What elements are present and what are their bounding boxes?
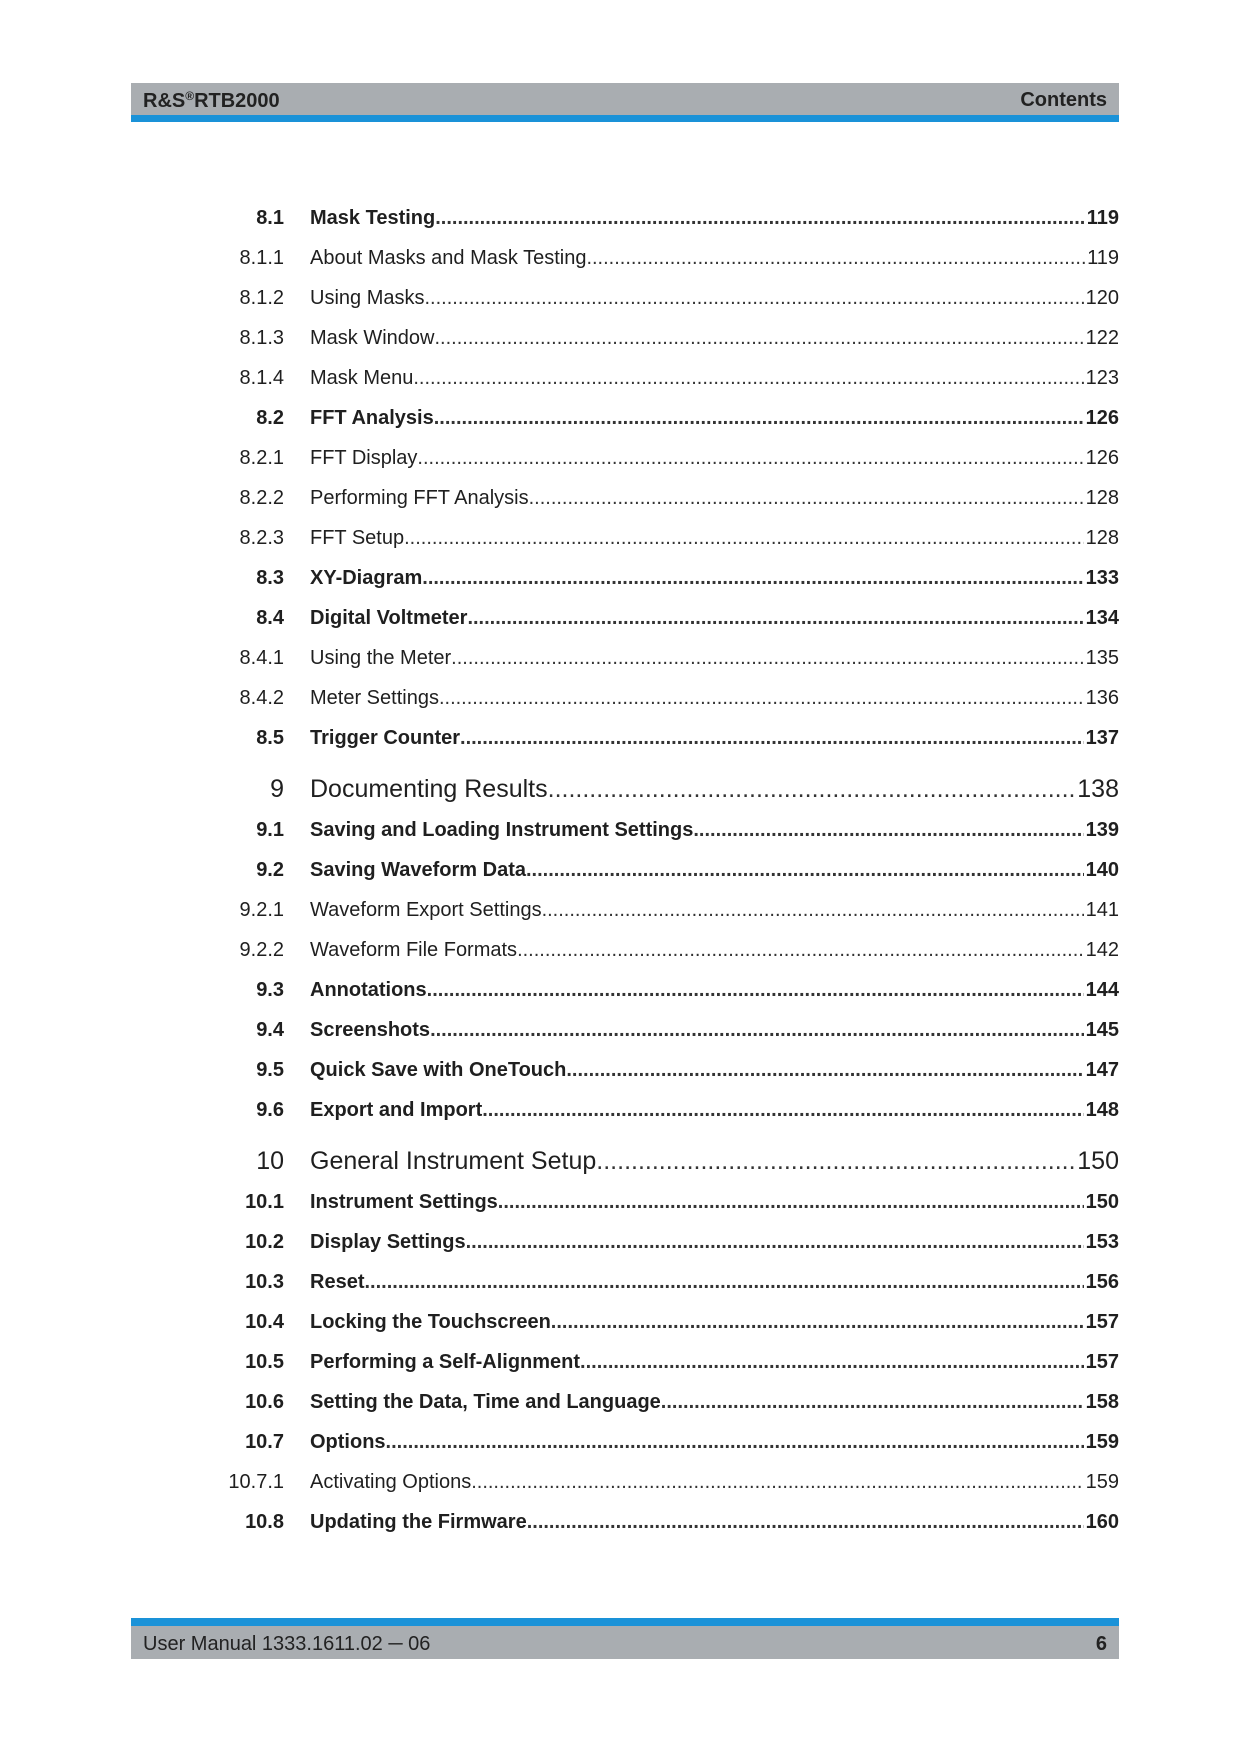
toc-entry-line xyxy=(310,687,1119,710)
toc-entry-page: 134 xyxy=(1085,607,1119,629)
toc-entry[interactable] xyxy=(0,207,1240,237)
toc-entry-title: Meter Settings xyxy=(310,687,439,709)
page-footer xyxy=(131,1618,1119,1659)
toc-entry-page: 126 xyxy=(1085,447,1119,469)
toc-entry-page: 137 xyxy=(1085,727,1119,749)
toc-entry-line xyxy=(310,1431,1119,1454)
dot-leader xyxy=(527,1511,1084,1534)
toc-entry-number: 8.1.4 xyxy=(239,367,284,389)
toc-entry-line xyxy=(310,1271,1119,1294)
dot-leader xyxy=(482,1099,1083,1122)
toc-entry-title: Reset xyxy=(310,1271,365,1293)
toc-entry-line xyxy=(310,1311,1119,1334)
toc-entry-page: 153 xyxy=(1085,1231,1119,1253)
toc-entry-page: 144 xyxy=(1085,979,1119,1001)
toc-entry-number: 8.4.1 xyxy=(239,647,284,669)
toc-entry[interactable] xyxy=(0,647,1240,677)
dot-leader xyxy=(434,407,1084,430)
toc-entry[interactable] xyxy=(0,1019,1240,1049)
dot-leader xyxy=(460,727,1084,750)
toc-entry[interactable] xyxy=(0,367,1240,397)
toc-entry-line xyxy=(310,939,1119,962)
toc-entry-number: 9.1 xyxy=(256,819,284,841)
toc-entry[interactable] xyxy=(0,487,1240,517)
toc-entry-line xyxy=(310,819,1119,842)
toc-entry-title: Activating Options xyxy=(310,1471,472,1493)
toc-entry[interactable] xyxy=(0,899,1240,929)
toc-entry-number: 10.5 xyxy=(245,1351,284,1373)
toc-entry-page: 139 xyxy=(1085,819,1119,841)
toc-entry[interactable] xyxy=(0,727,1240,757)
toc-entry-title: Display Settings xyxy=(310,1231,466,1253)
toc-entry[interactable] xyxy=(0,1099,1240,1129)
toc-entry-line xyxy=(310,1391,1119,1414)
dot-leader xyxy=(586,247,1085,270)
dot-leader xyxy=(434,327,1083,350)
toc-entry-title: Setting the Data, Time and Language xyxy=(310,1391,661,1413)
toc-entry-page: 150 xyxy=(1077,1147,1119,1175)
toc-entry-page: 138 xyxy=(1077,775,1119,803)
toc-entry[interactable] xyxy=(0,247,1240,277)
toc-entry-line xyxy=(310,979,1119,1002)
toc-entry-title: Digital Voltmeter xyxy=(310,607,468,629)
toc-entry-line xyxy=(310,775,1119,804)
toc-entry-page: 158 xyxy=(1085,1391,1119,1413)
toc-entry-page: 148 xyxy=(1085,1099,1119,1121)
section-title: Contents xyxy=(1020,89,1107,111)
toc-entry-number: 8.3 xyxy=(256,567,284,589)
toc-entry-number: 8.1 xyxy=(256,207,284,229)
toc-entry-number: 9 xyxy=(270,775,284,803)
toc-entry-title: Using Masks xyxy=(310,287,425,309)
dot-leader xyxy=(451,647,1083,670)
dot-leader xyxy=(422,567,1083,590)
toc-entry-line xyxy=(310,607,1119,630)
toc-entry-number: 10.1 xyxy=(245,1191,284,1213)
toc-entry-title: Updating the Firmware xyxy=(310,1511,527,1533)
toc-entry-title: FFT Display xyxy=(310,447,418,469)
toc-entry-page: 156 xyxy=(1085,1271,1119,1293)
dot-leader xyxy=(542,899,1084,922)
toc-entry-title: General Instrument Setup xyxy=(310,1147,597,1175)
toc-entry[interactable] xyxy=(0,1511,1240,1541)
toc-entry-page: 119 xyxy=(1086,207,1119,229)
dot-leader xyxy=(467,607,1083,630)
document-id: User Manual 1333.1611.02 ─ 06 xyxy=(143,1633,431,1655)
toc-entry-page: 140 xyxy=(1085,859,1119,881)
toc-entry-page: 135 xyxy=(1085,647,1119,669)
toc-entry[interactable] xyxy=(0,1191,1240,1221)
toc-entry[interactable] xyxy=(0,939,1240,969)
toc-entry-page: 123 xyxy=(1085,367,1119,389)
toc-entry-title: Documenting Results xyxy=(310,775,548,803)
toc-entry[interactable] xyxy=(0,1059,1240,1089)
toc-entry-page: 157 xyxy=(1085,1311,1119,1333)
toc-entry-number: 9.4 xyxy=(256,1019,284,1041)
dot-leader xyxy=(566,1059,1083,1082)
toc-entry-number: 8.2.1 xyxy=(239,447,284,469)
toc-entry-number: 10.6 xyxy=(245,1391,284,1413)
toc-entry-number: 9.5 xyxy=(256,1059,284,1081)
toc-entry-line xyxy=(310,327,1119,350)
toc-entry-page: 160 xyxy=(1085,1511,1119,1533)
toc-entry-title: Instrument Settings xyxy=(310,1191,498,1213)
toc-entry[interactable] xyxy=(0,775,1240,805)
page-number: 6 xyxy=(1095,1633,1107,1655)
toc-entry-line xyxy=(310,1019,1119,1042)
toc-entry[interactable] xyxy=(0,447,1240,477)
dot-leader xyxy=(548,775,1076,804)
toc-entry-page: 128 xyxy=(1085,487,1119,509)
toc-entry-page: 133 xyxy=(1085,567,1119,589)
toc-entry[interactable] xyxy=(0,1391,1240,1421)
toc-entry-line xyxy=(310,1191,1119,1214)
toc-entry-page: 142 xyxy=(1085,939,1119,961)
toc-entry-line xyxy=(310,1231,1119,1254)
toc-entry-page: 159 xyxy=(1085,1471,1119,1493)
toc-entry-title: Trigger Counter xyxy=(310,727,461,749)
toc-entry-number: 8.2 xyxy=(256,407,284,429)
toc-entry-title: About Masks and Mask Testing xyxy=(310,247,587,269)
toc-entry-number: 8.1.1 xyxy=(239,247,284,269)
toc-entry-number: 8.2.3 xyxy=(239,527,284,549)
toc-entry-page: 120 xyxy=(1085,287,1119,309)
dot-leader xyxy=(413,367,1083,390)
dot-leader xyxy=(693,819,1083,842)
dot-leader xyxy=(439,687,1084,710)
toc-entry-title: Annotations xyxy=(310,979,427,1001)
toc-entry-title: Performing a Self-Alignment xyxy=(310,1351,581,1373)
toc-entry-line xyxy=(310,447,1119,470)
toc-entry-number: 10.2 xyxy=(245,1231,284,1253)
toc-entry-title: Using the Meter xyxy=(310,647,452,669)
toc-entry-line xyxy=(310,287,1119,310)
toc-entry-number: 8.2.2 xyxy=(239,487,284,509)
toc-entry[interactable] xyxy=(0,1311,1240,1341)
toc-entry[interactable] xyxy=(0,1271,1240,1301)
toc-entry-number: 10.7.1 xyxy=(228,1471,284,1493)
toc-entry-title: Quick Save with OneTouch xyxy=(310,1059,567,1081)
dot-leader xyxy=(435,207,1085,230)
toc-entry-title: Mask Menu xyxy=(310,367,414,389)
toc-entry-line xyxy=(310,367,1119,390)
dot-leader xyxy=(529,487,1084,510)
toc-entry[interactable] xyxy=(0,567,1240,597)
toc-entry-page: 150 xyxy=(1085,1191,1119,1213)
toc-entry-line xyxy=(310,859,1119,882)
dot-leader xyxy=(596,1147,1075,1176)
toc-entry[interactable] xyxy=(0,1471,1240,1501)
toc-entry-title: Export and Import xyxy=(310,1099,483,1121)
dot-leader xyxy=(498,1191,1084,1214)
toc-entry-number: 9.2.1 xyxy=(239,899,284,921)
toc-entry-title: Screenshots xyxy=(310,1019,431,1041)
toc-entry-number: 9.3 xyxy=(256,979,284,1001)
toc-entry[interactable] xyxy=(0,1431,1240,1461)
toc-entry[interactable] xyxy=(0,819,1240,849)
toc-entry[interactable] xyxy=(0,1351,1240,1381)
toc-entry-page: 136 xyxy=(1085,687,1119,709)
toc-entry-number: 10.3 xyxy=(245,1271,284,1293)
toc-entry-title: Saving and Loading Instrument Settings xyxy=(310,819,694,841)
toc-entry[interactable] xyxy=(0,979,1240,1009)
toc-entry-title: Performing FFT Analysis xyxy=(310,487,529,509)
toc-entry-number: 9.6 xyxy=(256,1099,284,1121)
dot-leader xyxy=(417,447,1083,470)
toc-entry-page: 157 xyxy=(1085,1351,1119,1373)
toc-entry-line xyxy=(310,1471,1119,1494)
dot-leader xyxy=(517,939,1084,962)
toc-entry-line xyxy=(310,487,1119,510)
dot-leader xyxy=(430,1019,1084,1042)
product-name: R&S®RTB2000 xyxy=(143,89,280,112)
toc-entry-title: Mask Testing xyxy=(310,207,436,229)
toc-entry-line xyxy=(310,207,1119,230)
toc-entry[interactable] xyxy=(0,687,1240,717)
toc-entry-line xyxy=(310,1147,1119,1176)
dot-leader xyxy=(386,1431,1084,1454)
toc-entry[interactable] xyxy=(0,1147,1240,1177)
toc-entry-line xyxy=(310,407,1119,430)
dot-leader xyxy=(661,1391,1084,1414)
toc-entry-title: Waveform File Formats xyxy=(310,939,518,961)
dot-leader xyxy=(427,979,1084,1002)
dot-leader xyxy=(471,1471,1083,1494)
toc-entry-number: 8.4.2 xyxy=(239,687,284,709)
toc-entry[interactable] xyxy=(0,859,1240,889)
toc-entry-line xyxy=(310,1511,1119,1534)
toc-entry-title: Options xyxy=(310,1431,386,1453)
toc-entry-page: 119 xyxy=(1087,247,1119,269)
toc-entry[interactable] xyxy=(0,327,1240,357)
toc-entry-number: 8.1.3 xyxy=(239,327,284,349)
toc-entry-title: XY-Diagram xyxy=(310,567,423,589)
toc-entry-page: 141 xyxy=(1085,899,1119,921)
toc-entry-line xyxy=(310,647,1119,670)
toc-entry[interactable] xyxy=(0,607,1240,637)
toc-entry[interactable] xyxy=(0,527,1240,557)
dot-leader xyxy=(466,1231,1084,1254)
toc-entry-page: 126 xyxy=(1085,407,1119,429)
toc-entry-line xyxy=(310,727,1119,750)
toc-entry-number: 8.1.2 xyxy=(239,287,284,309)
toc-entry-number: 10.7 xyxy=(245,1431,284,1453)
toc-entry-number: 10.8 xyxy=(245,1511,284,1533)
toc-entry-title: Locking the Touchscreen xyxy=(310,1311,551,1333)
toc-entry-title: Waveform Export Settings xyxy=(310,899,542,921)
toc-entry-number: 9.2 xyxy=(256,859,284,881)
toc-entry-title: FFT Analysis xyxy=(310,407,434,429)
toc-entry-number: 10 xyxy=(256,1147,284,1175)
toc-entry-line xyxy=(310,1099,1119,1122)
toc-entry-page: 145 xyxy=(1085,1019,1119,1041)
dot-leader xyxy=(364,1271,1083,1294)
toc-entry-page: 122 xyxy=(1085,327,1119,349)
dot-leader xyxy=(404,527,1084,550)
toc-entry-number: 8.5 xyxy=(256,727,284,749)
toc-entry-number: 9.2.2 xyxy=(239,939,284,961)
toc-entry-line xyxy=(310,1351,1119,1374)
dot-leader xyxy=(526,859,1084,882)
toc-entry-line xyxy=(310,247,1119,270)
toc-entry-number: 8.4 xyxy=(256,607,284,629)
toc-entry-line xyxy=(310,527,1119,550)
toc-entry-title: Mask Window xyxy=(310,327,435,349)
toc-entry-number: 10.4 xyxy=(245,1311,284,1333)
toc-entry-line xyxy=(310,567,1119,590)
toc-entry[interactable] xyxy=(0,287,1240,317)
toc-entry[interactable] xyxy=(0,407,1240,437)
toc-entry-page: 159 xyxy=(1085,1431,1119,1453)
toc-entry-page: 147 xyxy=(1085,1059,1119,1081)
toc-entry-page: 128 xyxy=(1085,527,1119,549)
toc-entry-title: Saving Waveform Data xyxy=(310,859,526,881)
dot-leader xyxy=(551,1311,1084,1334)
toc-entry-line xyxy=(310,899,1119,922)
toc-entry[interactable] xyxy=(0,1231,1240,1261)
dot-leader xyxy=(424,287,1083,310)
toc-entry-title: FFT Setup xyxy=(310,527,405,549)
dot-leader xyxy=(580,1351,1084,1374)
toc-entry-line xyxy=(310,1059,1119,1082)
